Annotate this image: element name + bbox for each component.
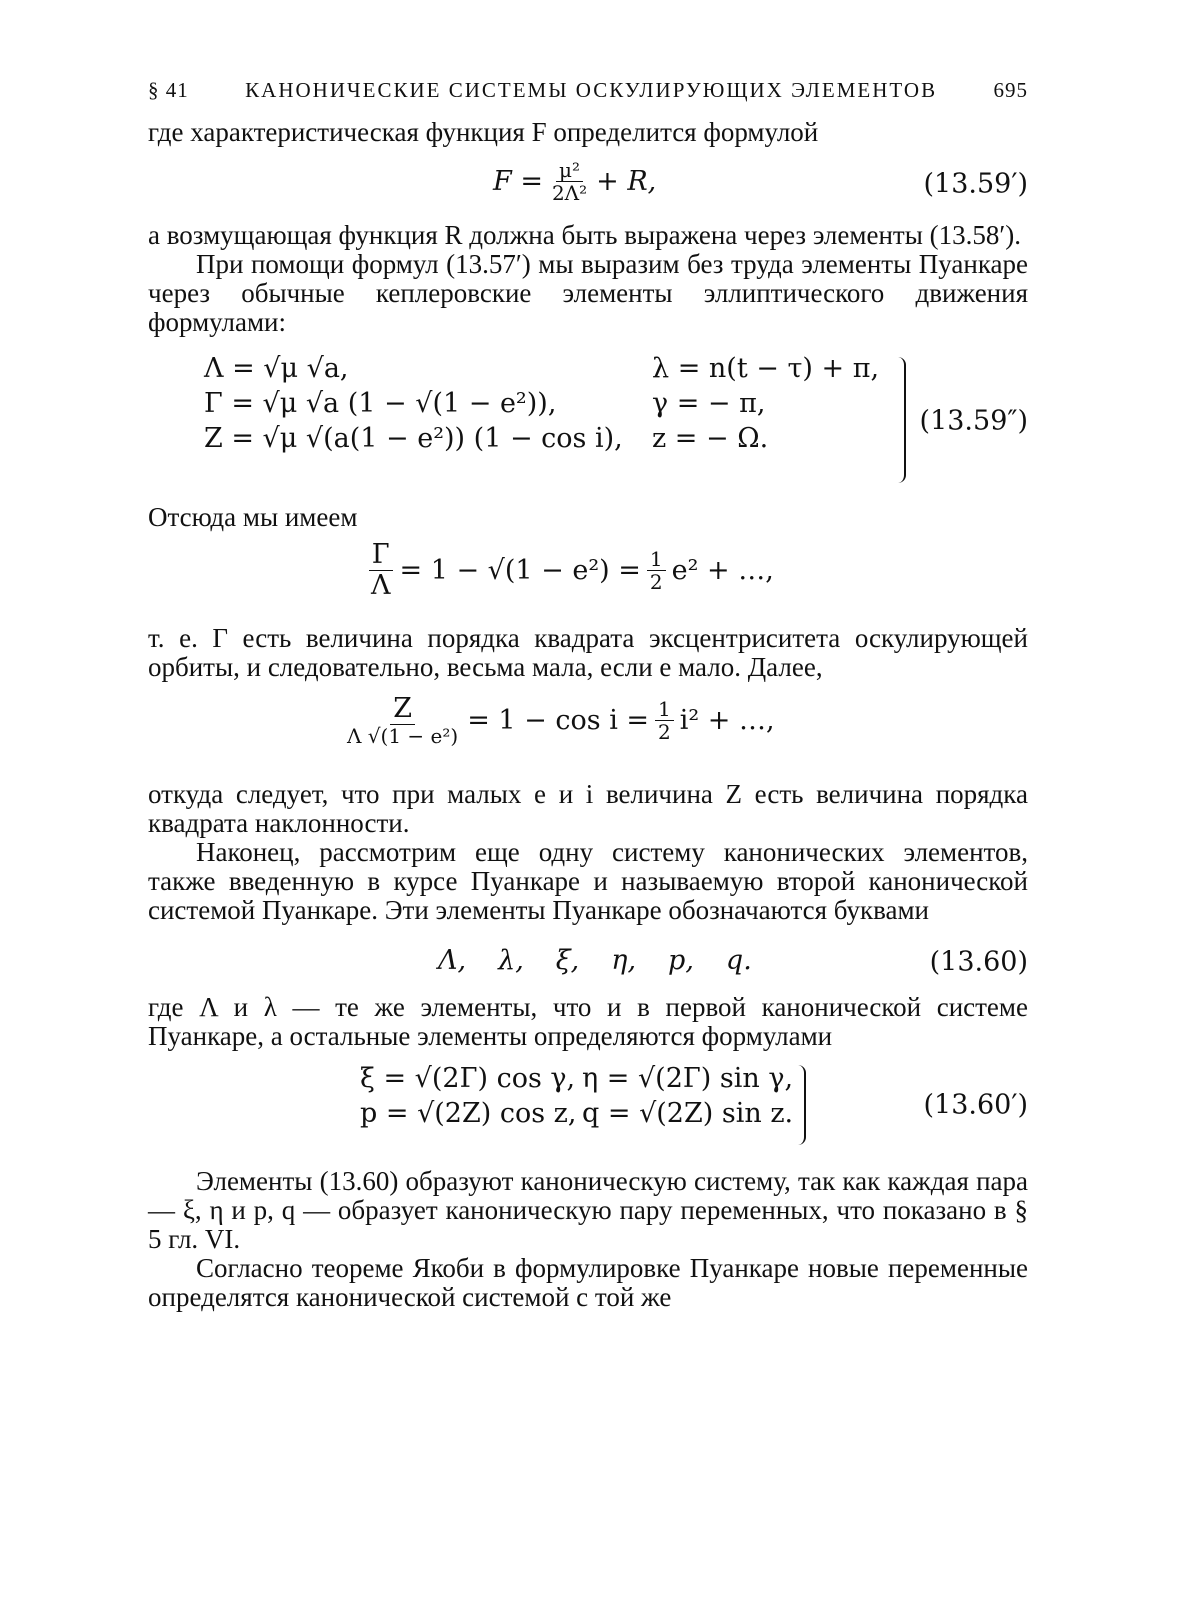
paragraph: Элементы (13.60) образуют каноническую систему, так как каждая пара — ξ, η и p, q — образует каноническую пару переменных, что показано в § 5 гл. VI. <box>148 1166 1028 1254</box>
fraction <box>549 159 590 204</box>
system-row <box>204 386 879 421</box>
system-cell: ξ = √(2Г) cos γ, <box>360 1063 576 1094</box>
equation-system-13-60-prime <box>148 1057 1028 1153</box>
right-brace <box>790 1065 806 1145</box>
numerator: μ² <box>556 159 583 182</box>
eq-tail: i² + …, <box>679 704 775 736</box>
equation-gamma-over-lambda <box>148 532 1028 618</box>
element-symbol: q. <box>725 945 752 976</box>
eq-middle: = 1 − √(1 − e²) = <box>399 554 641 586</box>
page-number: 695 <box>993 78 1028 102</box>
eq-tail: e² + …, <box>671 554 774 586</box>
equation-number: (13.60′) <box>923 1089 1028 1121</box>
paragraph: где Λ и λ — те же элементы, что и в первой канонической системе Пуанкаре, а остальные элементы определяются формулами <box>148 992 1028 1051</box>
system-cell: p = √(2Z) cos z, <box>360 1098 577 1129</box>
running-head <box>148 78 1028 118</box>
system-cell: γ = − π, <box>652 388 766 419</box>
eq-lhs: F = <box>493 166 543 197</box>
system-cell: q = √(2Z) sin z. <box>582 1098 794 1129</box>
system-table <box>204 351 879 456</box>
paragraph: откуда следует, что при малых e и i величина Z есть величина порядка квадрата наклонности. <box>148 779 1028 838</box>
denominator: 2 <box>649 569 663 594</box>
paragraph: где характеристическая функция F определится формулой <box>148 117 819 147</box>
element-symbol: Λ, <box>438 945 467 976</box>
system-cell: z = − Ω. <box>652 423 769 454</box>
system-cell: Γ = √μ √a (1 − √(1 − e²)), <box>204 388 557 419</box>
denominator: Λ √(1 − e²) <box>347 723 459 748</box>
eq-rhs: + R, <box>596 166 657 197</box>
denominator: 2 <box>658 719 671 744</box>
numerator: Г <box>369 540 393 571</box>
equation-number: (13.59′) <box>923 168 1028 200</box>
element-symbol: ξ, <box>555 945 580 976</box>
system-cell: Z = √μ √(a(1 − e²)) (1 − cos i), <box>204 423 623 454</box>
right-brace <box>890 357 906 483</box>
system-cell: Λ = √μ √a, <box>204 353 349 384</box>
paragraph: Отсюда мы имеем <box>148 502 358 532</box>
fraction <box>368 540 394 600</box>
system-cell: η = √(2Г) sin γ, <box>582 1063 794 1094</box>
paragraph: Наконец, рассмотрим еще одну систему канонических элементов, также введенную в курсе Пуанкаре и называемую второй канонической системой Пуанкаре. Эти элементы Пуанкаре обозначаются буквами <box>148 837 1028 925</box>
system-row <box>360 1096 793 1131</box>
numerator: 1 <box>647 548 666 571</box>
denominator: 2Λ² <box>551 181 588 205</box>
element-list <box>438 945 752 976</box>
denominator: Λ <box>371 569 391 601</box>
equation-number: (13.59″) <box>919 405 1028 437</box>
equation-number: (13.60) <box>929 946 1028 978</box>
equation-system-13-59-double-prime <box>148 351 1028 491</box>
element-symbol: p, <box>668 945 694 976</box>
numerator: 1 <box>655 698 674 721</box>
element-symbol: η, <box>611 945 637 976</box>
eq-middle: = 1 − cos i = <box>467 704 650 736</box>
element-symbol: λ, <box>498 945 524 976</box>
book-page <box>148 78 1028 1312</box>
fraction <box>655 698 674 743</box>
paragraph: а возмущающая функция R должна быть выражена через элементы (13.58′). <box>148 220 1021 250</box>
system-cell: λ = n(t − τ) + π, <box>652 353 880 384</box>
fraction <box>344 694 461 747</box>
system-row <box>360 1061 793 1096</box>
paragraph: Согласно теореме Якоби в формулировке Пуанкаре новые переменные определятся канонической системой с той же <box>148 1253 1028 1312</box>
paragraph: При помощи формул (13.57′) мы выразим без труда элементы Пуанкаре через обычные кеплеровские элементы эллиптического движения формулами: <box>148 249 1028 337</box>
fraction <box>647 548 666 593</box>
system-table <box>360 1061 793 1131</box>
equation-z-over-lambda <box>148 684 1028 780</box>
numerator: Z <box>390 694 415 725</box>
system-row <box>204 421 879 456</box>
section-mark: § 41 <box>148 78 189 102</box>
system-row <box>204 351 879 386</box>
paragraph: т. е. Г есть величина порядка квадрата эксцентриситета оскулирующей орбиты, и следовательно, весьма мала, если e мало. Далее, <box>148 623 1028 682</box>
equation-13-60 <box>148 931 1028 993</box>
chapter-title: КАНОНИЧЕСКИЕ СИСТЕМЫ ОСКУЛИРУЮЩИХ ЭЛЕМЕНТОВ <box>245 78 938 102</box>
equation-13-59-prime <box>148 153 1028 215</box>
